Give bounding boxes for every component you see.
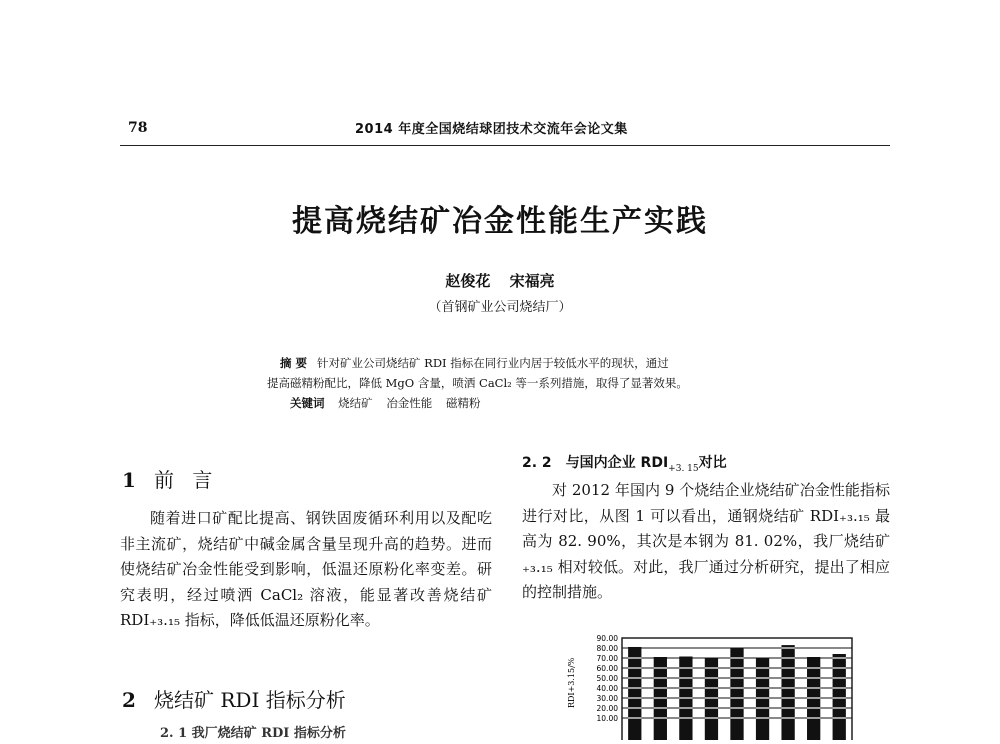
subsection-2-2-heading: [522, 452, 727, 474]
keyword: 冶金性能: [386, 396, 433, 410]
y-tick-label: 70.00: [596, 654, 618, 663]
figure-1-chart: [560, 630, 860, 740]
bar-6: [756, 658, 769, 740]
abstract-line-1: [268, 353, 768, 373]
subsection-title: 与国内企业 RDI: [565, 455, 669, 471]
bar-5: [730, 648, 743, 740]
y-tick-label: 40.00: [596, 684, 618, 693]
bar-9: [833, 654, 846, 740]
y-axis-label: RDI+3.15/%: [567, 657, 576, 708]
intro-paragraph: 随着进口矿配比提高、钢铁固废循环利用以及配吃非主流矿，烧结矿中碱金属含量呈现升高的趋势。进而使烧结矿冶金性能受到影响，低温还原粉化率变差。研究表明，经过喷洒 CaCl₂ 溶液，能显著改善烧结矿 RDI₊₃.₁₅ 指标，降低低温还原粉化率。: [120, 509, 492, 629]
keywords-label: 关键词: [290, 396, 325, 410]
y-tick-label: 50.00: [596, 674, 618, 683]
subsection-title-sub: +3. 15: [668, 464, 699, 475]
abstract-label: 摘 要: [280, 356, 308, 370]
keyword: 烧结矿: [338, 396, 373, 410]
section-number: 1: [122, 468, 136, 492]
authors: 赵俊花 宋福亮: [445, 272, 555, 290]
y-tick-label: 30.00: [596, 694, 618, 703]
comparison-paragraph: 对 2012 年国内 9 个烧结企业烧结矿冶金性能指标进行对比，从图 1 可以看出，通钢烧结矿 RDI₊₃.₁₅ 最高为 82. 90%，其次是本钢为 81. 02%，我厂烧结矿₊₃.₁₅ 相对较低。对此，我厂通过分析研究，提出了相应的控制措施。: [522, 481, 890, 601]
subsection-number: 2. 2: [522, 455, 552, 471]
bar-7: [781, 645, 794, 740]
paper-title: 提高烧结矿冶金性能生产实践: [292, 204, 708, 239]
abstract-text-1: 针对矿业公司烧结矿 RDI 指标在同行业内居于较低水平的现状，通过: [317, 356, 669, 370]
rdi-bar-chart: [560, 630, 860, 740]
bar-4: [705, 658, 718, 740]
section-1-heading: [122, 464, 218, 493]
page-number: 78: [128, 120, 148, 136]
abstract: [268, 353, 768, 413]
bar-1: [628, 647, 641, 740]
running-header: 2014 年度全国烧结球团技术交流年会论文集: [355, 122, 628, 137]
abstract-line-2: 提高磁精粉配比，降低 MgO 含量，喷洒 CaCl₂ 等一系列措施，取得了显著效果。: [267, 376, 688, 390]
header-rule: [120, 145, 890, 146]
section-2-heading: [122, 684, 346, 713]
y-tick-label: 10.00: [596, 714, 618, 723]
y-tick-label: 90.00: [596, 634, 618, 643]
subsection-title-tail: 对比: [698, 455, 727, 471]
keywords: [290, 393, 768, 413]
affiliation: （首钢矿业公司烧结厂）: [428, 300, 572, 315]
section-number: 2: [122, 688, 136, 712]
section-title: 前 言: [154, 468, 219, 492]
y-tick-label: 20.00: [596, 704, 618, 713]
keyword: 磁精粉: [445, 396, 481, 410]
section-title: 烧结矿 RDI 指标分析: [154, 688, 346, 712]
y-tick-label: 60.00: [596, 664, 618, 673]
subsection-2-1-heading: 2. 1 我厂烧结矿 RDI 指标分析: [160, 726, 346, 741]
y-tick-label: 80.00: [596, 644, 618, 653]
